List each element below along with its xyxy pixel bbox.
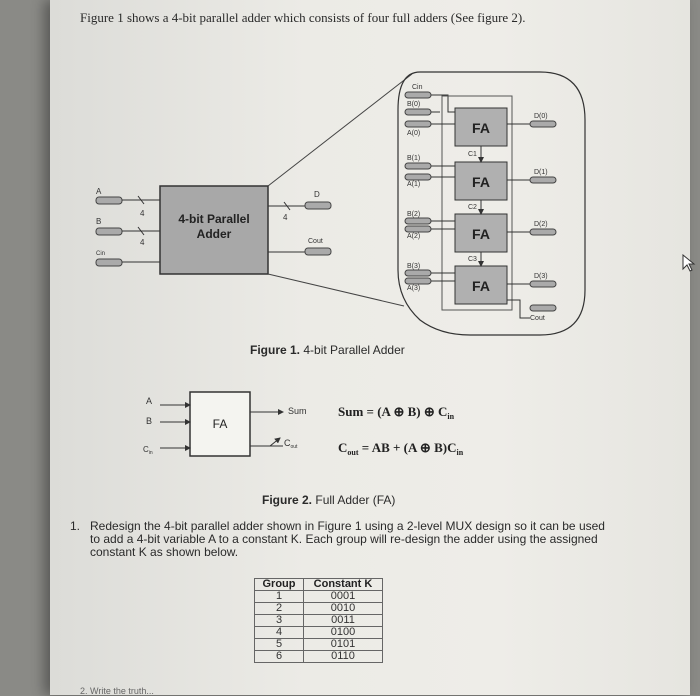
- question-text: Redesign the 4-bit parallel adder shown in Figure 1 using a 2-level MUX design so it can be used to add a 4-bit variable A to a constant K. Each group will re-design the adder using the assigned constant K as shown below.: [90, 519, 605, 559]
- fa-input-b: B: [146, 416, 153, 426]
- cout-equation: $C_{out}$ = AB + (A ⊕ $B)C_{in}$: [338, 440, 464, 457]
- fa-3-label: FA: [472, 278, 490, 294]
- fa-2-label: FA: [472, 226, 490, 242]
- figure-1-caption: Figure 1. 4-bit Parallel Adder: [250, 343, 405, 357]
- intro-text: Figure 1 shows a 4-bit parallel adder which consists of four full adders (See figure 2).: [80, 10, 526, 25]
- a1-label: A(1): [407, 181, 421, 188]
- a2-label: A(2): [407, 233, 421, 240]
- fa-output-cout: $C_{out}$: [284, 438, 298, 450]
- input-cin-label: Cin: [96, 251, 106, 257]
- d0-label: D(0): [534, 113, 548, 120]
- carry-3-label: C3: [468, 256, 477, 263]
- parallel-adder-outputs: [268, 190, 331, 255]
- d1-label: D(1): [534, 169, 548, 176]
- fa-input-a: A: [146, 396, 153, 406]
- table-row: 5 0101: [255, 639, 383, 651]
- bus-width-a: 4: [140, 209, 145, 218]
- bus-width-b: 4: [140, 238, 145, 247]
- full-adder-figure: [143, 392, 464, 457]
- figure-2-caption: Figure 2. Full Adder (FA): [262, 493, 396, 507]
- table-row: 4 0100: [255, 627, 383, 639]
- chain-cin-label: Cin: [412, 84, 423, 91]
- table-row: 1 0001: [255, 591, 383, 603]
- question-number: 1.: [70, 519, 81, 533]
- output-bus-width: 4: [283, 213, 288, 222]
- fa-1-label: FA: [472, 174, 490, 190]
- carry-1-label: C1: [468, 151, 477, 158]
- fa-input-c: $C_{in}$: [143, 445, 153, 456]
- mouse-cursor-icon: [682, 254, 696, 272]
- block-label-2: Adder: [196, 227, 232, 241]
- b1-label: B(1): [407, 155, 421, 162]
- block-label-1: 4-bit Parallel: [178, 212, 250, 226]
- d2-label: D(2): [534, 221, 548, 228]
- fa-block-label: FA: [212, 417, 228, 431]
- chain-cout-label: Cout: [530, 315, 545, 322]
- table-row: 3 0011: [255, 615, 383, 627]
- b2-label: B(2): [407, 211, 421, 218]
- fa-0-label: FA: [472, 120, 490, 136]
- d3-label: D(3): [534, 273, 548, 280]
- a0-label: A(0): [407, 130, 421, 137]
- fa-output-sum: Sum: [288, 406, 307, 416]
- cut-off-text: 2. Write the truth...: [80, 686, 154, 696]
- b3-label: B(3): [407, 263, 421, 270]
- sum-equation: Sum = (A ⊕ B) ⊕ $C_{in}$: [338, 404, 455, 421]
- full-adder-chain-detail: [398, 72, 585, 335]
- output-d-label: D: [314, 190, 320, 199]
- table-row: 6 0110: [255, 651, 383, 663]
- a3-label: A(3): [407, 285, 421, 292]
- constant-k-table: [254, 578, 383, 663]
- output-cout-label: Cout: [308, 238, 323, 245]
- input-b-label: B: [96, 217, 102, 226]
- parallel-adder-inputs: [96, 187, 160, 266]
- header-constant-k: Constant K: [304, 579, 383, 591]
- b0-label: B(0): [407, 101, 421, 108]
- table-row: 2 0010: [255, 603, 383, 615]
- parallel-adder-block: [160, 186, 268, 274]
- header-group: Group: [255, 579, 304, 591]
- input-a-label: A: [96, 187, 102, 196]
- carry-2-label: C2: [468, 204, 477, 211]
